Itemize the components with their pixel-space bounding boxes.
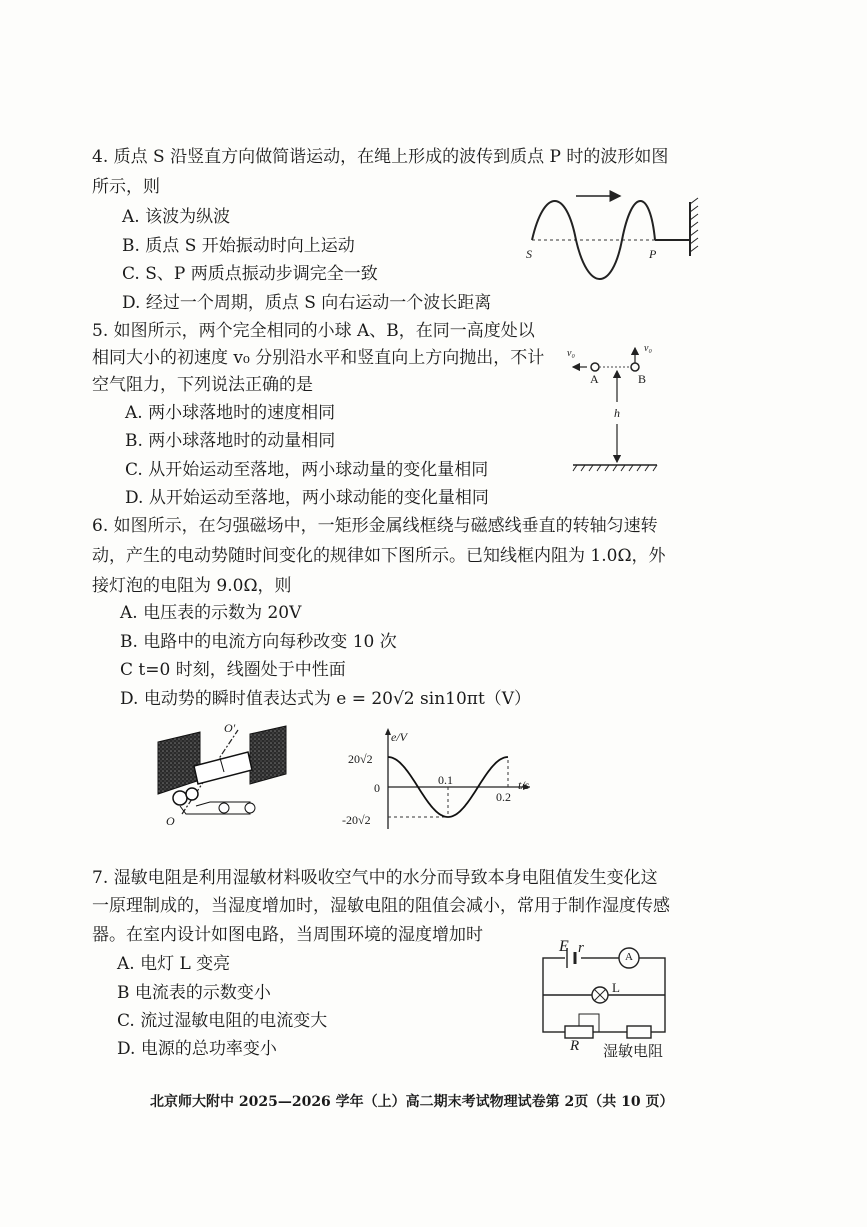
chart-xtick-0-2: 0.2 xyxy=(496,790,511,804)
ball-a xyxy=(591,363,599,371)
q4-stem-line1: 4. 质点 S 沿竖直方向做简谐运动，在绳上形成的波传到质点 P 时的波形如图 xyxy=(92,147,669,167)
q7-label-ammeter: A xyxy=(625,951,633,963)
lamp-symbol xyxy=(245,803,255,813)
q7-circuit-figure xyxy=(535,940,675,1040)
q5-stem-line1: 5. 如图所示，两个完全相同的小球 A、B，在同一高度处以 xyxy=(92,321,535,341)
q4-option-c: C. S、P 两质点振动步调完全一致 xyxy=(122,264,378,284)
q4-label-s: S xyxy=(526,247,532,261)
magnet-right xyxy=(250,726,286,784)
q5-option-d: D. 从开始运动至落地，两小球动能的变化量相同 xyxy=(125,488,489,508)
q5-v0-right: v₀ xyxy=(644,343,652,354)
q7-stem-line1: 7. 湿敏电阻是利用湿敏材料吸收空气中的水分而导致本身电阻值发生变化这 xyxy=(92,868,658,888)
q4-stem-line2: 所示，则 xyxy=(92,177,160,197)
q7-label-sensor: 湿敏电阻 xyxy=(603,1042,664,1060)
voltmeter-symbol xyxy=(219,803,229,813)
magnet-left xyxy=(158,732,200,794)
q7-stem-line3: 器。在室内设计如图电路，当周围环境的湿度增加时 xyxy=(92,925,483,945)
q7-option-b: B 电流表的示数变小 xyxy=(117,983,271,1003)
q4-label-p: P xyxy=(649,247,657,261)
rheostat xyxy=(565,1026,593,1038)
q6-option-b: B. 电路中的电流方向每秒改变 10 次 xyxy=(120,632,397,652)
q4-option-b: B. 质点 S 开始振动时向上运动 xyxy=(122,236,355,256)
chart-ytick-bottom: -20√2 xyxy=(342,813,371,827)
q7-label-rheostat: R xyxy=(570,1038,580,1054)
q7-option-a: A. 电灯 L 变亮 xyxy=(117,954,231,974)
q5-label-h: h xyxy=(614,406,620,420)
q6-stem-line2: 动，产生的电动势随时间变化的规律如下图所示。已知线框内阻为 1.0Ω，外 xyxy=(92,546,666,566)
q5-label-a: A xyxy=(590,372,599,386)
q6-axis-label-top: O′ xyxy=(224,721,236,735)
q5-stem-line3: 空气阻力，下列说法正确的是 xyxy=(92,375,313,395)
q4-wave-figure xyxy=(520,180,700,270)
q6-axis-label-bottom: O xyxy=(166,814,175,828)
q6-option-a: A. 电压表的示数为 20V xyxy=(120,603,302,623)
humidity-sensor xyxy=(627,1026,651,1038)
q5-option-b: B. 两小球落地时的动量相同 xyxy=(125,431,336,451)
q5-label-b: B xyxy=(638,372,647,386)
q5-stem-line2: 相同大小的初速度 v₀ 分别沿水平和竖直向上方向抛出，不计 xyxy=(92,348,545,368)
chart-ylabel: e/V xyxy=(391,730,407,744)
chart-ytick-top: 20√2 xyxy=(348,752,373,766)
ball-b xyxy=(631,363,639,371)
q7-label-e: E xyxy=(559,938,569,955)
q6-stem-line1: 6. 如图所示，在匀强磁场中，一矩形金属线框绕与磁感线垂直的转轴匀速转 xyxy=(92,516,658,536)
q7-option-d: D. 电源的总功率变小 xyxy=(117,1039,277,1059)
q5-v0-left: v₀ xyxy=(567,348,575,359)
chart-origin: 0 xyxy=(374,781,380,795)
q7-label-lamp: L xyxy=(612,980,620,995)
chart-xlabel: t/s xyxy=(518,778,530,792)
wall-hatch xyxy=(690,198,698,252)
page-footer: 北京师大附中 2025—2026 学年（上）高二期末考试物理试卷第 2页（共 10 页） xyxy=(150,1094,674,1110)
q7-label-r: r xyxy=(578,940,584,956)
q4-option-d: D. 经过一个周期，质点 S 向右运动一个波长距离 xyxy=(122,293,492,313)
q7-option-c: C. 流过湿敏电阻的电流变大 xyxy=(117,1011,328,1031)
q5-option-a: A. 两小球落地时的速度相同 xyxy=(125,403,336,423)
q7-stem-line2: 一原理制成的，当湿度增加时，湿敏电阻的阻值会减小，常用于制作湿度传感 xyxy=(92,896,670,916)
q4-option-a: A. 该波为纵波 xyxy=(122,207,231,227)
q5-option-c: C. 从开始运动至落地，两小球动量的变化量相同 xyxy=(125,460,489,480)
chart-xtick-0-1: 0.1 xyxy=(438,773,453,787)
q6-option-d: D. 电动势的瞬时值表达式为 e = 20√2 sin10πt（V） xyxy=(120,689,532,709)
q6-option-c: C t=0 时刻，线圈处于中性面 xyxy=(120,660,346,680)
q6-stem-line3: 接灯泡的电阻为 9.0Ω，则 xyxy=(92,576,292,596)
